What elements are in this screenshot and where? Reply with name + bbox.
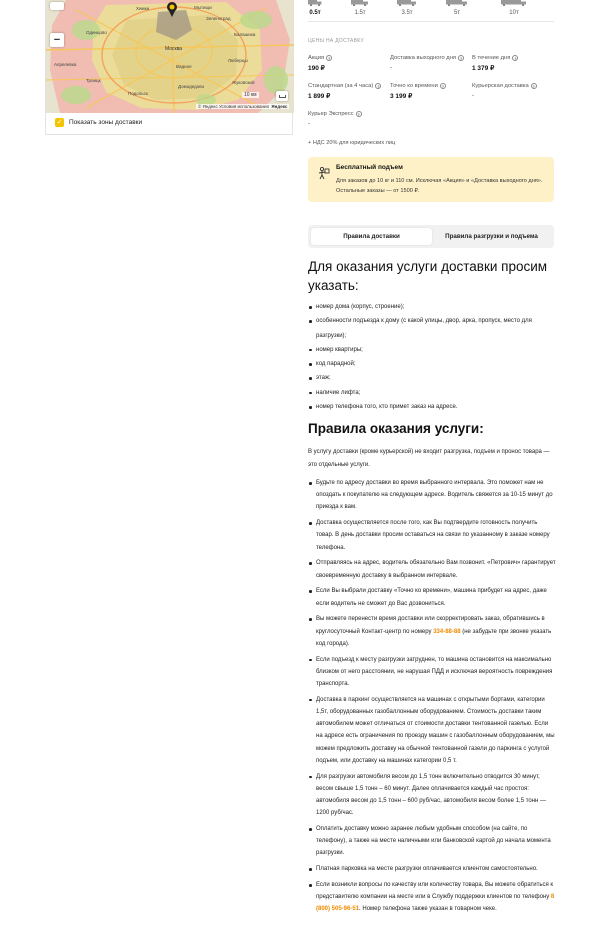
- map-label: Москва: [165, 46, 183, 52]
- truck-label: 10т: [509, 10, 519, 16]
- truck-option-3-5t[interactable]: [394, 0, 420, 16]
- price-label: Доставка выходного дня: [390, 55, 457, 61]
- rules-heading: Правила оказания услуги:: [308, 421, 484, 436]
- rules-intro: В услугу доставки (кроме курьерской) не входит разгрузка, подъем и пронос товара — это отдельные услуги.: [308, 449, 550, 468]
- price-promo: [308, 55, 390, 72]
- map-label: Одинцово: [86, 30, 107, 35]
- list-item: номер квартиры;: [308, 343, 554, 357]
- list-item: [308, 879, 556, 916]
- truck-option-5t[interactable]: [444, 0, 470, 16]
- van-small-icon: [302, 0, 328, 6]
- map-label: Люберцы: [228, 58, 248, 63]
- tab-delivery-rules[interactable]: Правила доставки: [311, 228, 432, 245]
- map-label: Мытищи: [194, 5, 212, 10]
- price-value: 3 199 ₽: [390, 93, 413, 100]
- price-label: Акция: [308, 55, 325, 61]
- price-value: 1 379 ₽: [472, 65, 495, 72]
- price-value: -: [472, 92, 475, 99]
- request-list: [308, 300, 554, 414]
- list-item: номер телефона того, кто примет заказ на адресе.: [308, 400, 554, 414]
- rule-text: Если подъезд к месту разгрузки затруднен, то машина остановится на максимально близком от него расстоянии, не нарушая ПДД и исключая вероятность повреждения транспорта.: [316, 656, 553, 688]
- yandex-logo: Яндекс: [271, 104, 288, 109]
- vat-note: + НДС 20% для юридических лиц: [308, 140, 396, 146]
- map-copyright[interactable]: [196, 104, 289, 109]
- free-lift-icon: [317, 166, 331, 180]
- truck-large-icon: [499, 0, 529, 6]
- info-icon[interactable]: ?: [327, 56, 331, 61]
- list-item: этаж;: [308, 371, 554, 385]
- map-label: Троицк: [86, 78, 101, 83]
- list-item: особенности подъезда к дому (с какой улицы, двор, арка, пропуск, место для разгрузки);: [308, 314, 554, 343]
- show-zones-label: Показать зоны доставки: [69, 119, 143, 126]
- price-standard: [308, 83, 390, 100]
- truck-label: 0.5т: [309, 10, 321, 16]
- prices-title: ЦЕНЫ НА ДОСТАВКУ: [308, 38, 365, 44]
- info-icon[interactable]: ?: [441, 84, 445, 89]
- list-item: [308, 613, 556, 650]
- list-item: [308, 585, 556, 609]
- info-icon[interactable]: ?: [377, 84, 380, 89]
- price-label: В течение дня: [472, 55, 511, 61]
- rule-text: Оплатить доставку можно заранее любым удобным способом (на сайте, по телефону), а также на месте наличными или банковской картой до начала момента разгрузки.: [316, 826, 551, 857]
- price-courier-express: [308, 111, 390, 127]
- rule-text: Если Вы выбрали доставку «Точно ко времени», машина прибудет на адрес, даже если водитель не сможет до Вас дозвониться.: [316, 588, 547, 607]
- price-courier: [472, 83, 554, 99]
- zoom-out-button[interactable]: [50, 33, 64, 47]
- truck-icon: [394, 0, 420, 6]
- map-label: Балашиха: [234, 32, 256, 37]
- zoom-in-button[interactable]: [50, 2, 64, 10]
- list-item: [308, 863, 556, 875]
- map-label: Апрелевка: [54, 62, 77, 67]
- list-item: [308, 694, 556, 767]
- list-item: [308, 771, 556, 820]
- delivery-map[interactable]: [46, 0, 294, 113]
- rule-text: Отправляясь на адрес, водитель обязательно Вам позвонит. «Петрович» гарантирует своевременную доставку в выбранном интервале.: [316, 560, 556, 579]
- rule-text: Платная парковка на месте разгрузки оплачивается клиентом самостоятельно.: [316, 866, 538, 873]
- info-icon[interactable]: ?: [532, 84, 535, 89]
- map-label: Домодедово: [178, 84, 205, 89]
- tab-unloading-rules[interactable]: Правила разгрузки и подъема: [445, 233, 538, 240]
- rule-text: Будьте по адресу доставки во время выбранного интервала. Это поможет нам не опоздать к покупателю на следующем адресе. Водитель свяжется за 10-15 минут до приезда к вам.: [316, 480, 553, 511]
- rule-text: Вы можете перенести время доставки или скорректировать заказ, обратившись в круглосуточный Контакт-центр по номеру: [316, 616, 545, 635]
- truck-label: 1.5т: [354, 10, 366, 16]
- map-label: Подольск: [128, 91, 148, 96]
- rule-text: (не забудьте при звонке указать код города).: [316, 628, 552, 647]
- map-label: Видное: [176, 64, 192, 69]
- truck-icon: [347, 0, 373, 6]
- map-label: Зеленоград: [206, 16, 231, 21]
- price-label: Курьерская доставка: [472, 83, 529, 89]
- list-item: [308, 477, 556, 514]
- price-label: Стандартная (за 4 часа): [308, 83, 374, 89]
- price-value: 190 ₽: [308, 65, 325, 72]
- info-icon[interactable]: ?: [514, 56, 517, 61]
- price-label: Курьер Экспресс: [308, 111, 354, 117]
- map-scale: 10 км: [244, 92, 257, 98]
- price-value: -: [308, 120, 311, 127]
- free-lift-banner: [308, 157, 554, 202]
- price-label: Точно ко времени: [390, 83, 438, 89]
- show-zones-toggle[interactable]: [55, 118, 142, 127]
- rules-list: [308, 477, 556, 919]
- price-same-day: [472, 55, 554, 72]
- rule-text: Доставка в паркинг осуществляется на машинах с открытыми бортами, категории 1,5т, оборудованных газобаллонным оборудованием. Стоимость доставки таким автомобилем может отличаться от стоимости доставки тентованной газелью. Если на адресе есть ограничения по проезду машин с газобаллонным оборудованием, мы можем предложить доставку на обычной тентованной газели до паркинга с услугой подъем, или доставку на машинах категории 0,5 т.: [316, 696, 555, 764]
- support-phone-link[interactable]: 8 (800) 505-96-51: [316, 894, 555, 913]
- truck-label: 3.5т: [401, 10, 413, 16]
- map-label: Жуковский: [232, 80, 255, 85]
- free-lift-text: Для заказов до 10 кг и 110 см. Исключая «Акция» и «Доставка выходного дня». Остальные заказы — от 1500 ₽.: [336, 178, 543, 194]
- list-item: наличие лифта;: [308, 386, 554, 400]
- contact-center-phone-link[interactable]: 334-88-88: [433, 628, 461, 635]
- price-value: 1 899 ₽: [308, 93, 331, 100]
- list-item: [308, 654, 556, 691]
- ruler-button[interactable]: [276, 91, 288, 101]
- list-item: [308, 517, 556, 554]
- ruler-icon: [279, 95, 286, 98]
- map-label: Химки: [136, 6, 150, 11]
- request-heading: Для оказания услуги доставки просим указать:: [308, 259, 548, 293]
- truck-selector: [308, 0, 554, 22]
- list-item: номер дома (корпус, строение);: [308, 300, 554, 314]
- price-value: -: [390, 64, 393, 71]
- zoom-out-icon: −: [53, 34, 61, 46]
- info-icon[interactable]: ?: [459, 56, 463, 61]
- truck-option-0-5t[interactable]: [302, 0, 328, 16]
- list-item: [308, 823, 556, 860]
- list-item: код парадной;: [308, 357, 554, 371]
- truck-label: 5т: [453, 10, 461, 16]
- rule-text: . Номер телефона также указан в товарном чеке.: [359, 906, 497, 913]
- map-copyright-text: © Яндекс Условия использования: [198, 104, 269, 109]
- rule-text: Доставка осуществляется после того, как Вы подтвердите готовность получить товар. В день доставки просим оставаться на связи по указанному в заказе номеру телефона.: [316, 520, 550, 551]
- list-item: [308, 557, 556, 581]
- checkbox-checked-icon[interactable]: ✓: [56, 119, 63, 126]
- rules-tabs: [308, 225, 554, 248]
- truck-option-1-5t[interactable]: [347, 0, 373, 16]
- price-exact-time: [390, 83, 472, 100]
- truck-icon: [444, 0, 470, 6]
- free-lift-title: Бесплатный подъем: [336, 164, 403, 171]
- rule-text: Для разгрузки автомобиля весом до 1,5 тонн включительно отводится 30 минут, весом свыше 1,5 тонн – 60 минут. Далее оплачивается каждый час простоя: автомобиля весом до 1,5 тонн – 600 руб/час, автомобиля весом более 1,5 тонн — 1200 руб/час.: [316, 773, 547, 817]
- delivery-map-card: [45, 0, 293, 135]
- price-weekend: [390, 55, 472, 71]
- truck-option-10t[interactable]: [499, 0, 529, 16]
- rule-text: Если возникли вопросы по качеству или количеству товара, Вы можете обратиться к представителю компании на месте или в Службу поддержки клиентов по телефону: [316, 882, 554, 901]
- info-icon[interactable]: ?: [357, 112, 360, 117]
